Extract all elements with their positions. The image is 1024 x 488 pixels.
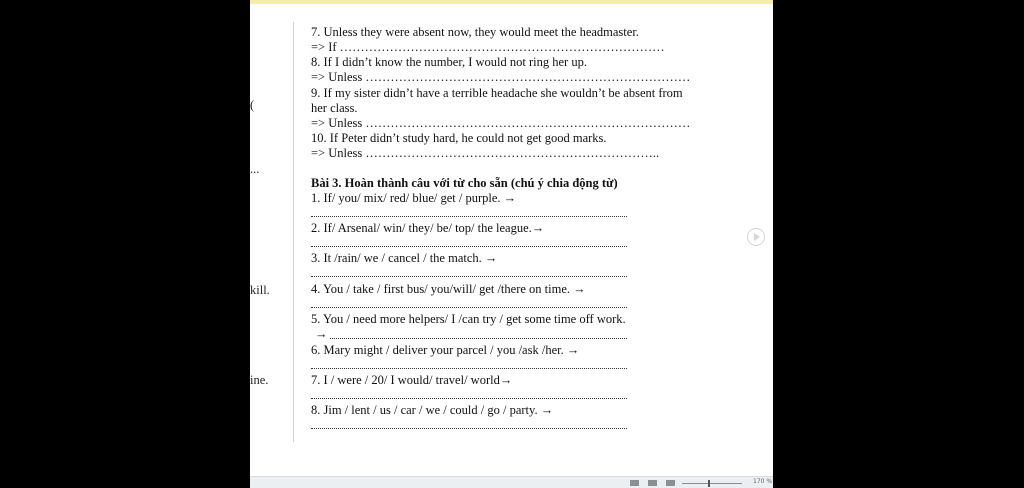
answer-line-7: => If …………………………………………………………………… bbox=[311, 40, 665, 54]
answer-line-10: => Unless …………………………………………………………….. bbox=[311, 146, 660, 160]
answer-dotted-line bbox=[311, 307, 627, 308]
exercise-item-4: 4. You / take / first bus/ you/will/ get /there on time. → bbox=[311, 282, 586, 296]
exercise-item-2: 2. If/ Arsenal/ win/ they/ be/ top/ the league.→ bbox=[311, 221, 545, 235]
margin-fragment: ... bbox=[250, 162, 260, 176]
sentence-10: 10. If Peter didn’t study hard, he could not get good marks. bbox=[311, 131, 607, 145]
answer-line-8: => Unless …………………………………………………………………… bbox=[311, 70, 691, 84]
arrow-icon: → bbox=[315, 327, 328, 341]
answer-dotted-line bbox=[330, 338, 627, 339]
status-bar bbox=[250, 476, 773, 488]
margin-fragment: ( bbox=[250, 98, 255, 112]
exercise-item-5: 5. You / need more helpers/ I /can try / get some time off work. bbox=[311, 312, 626, 326]
page-top-bar bbox=[250, 0, 773, 4]
sentence-9-cont: her class. bbox=[311, 101, 358, 115]
play-button-icon[interactable] bbox=[747, 228, 765, 246]
zoom-level[interactable]: 170 % bbox=[753, 478, 773, 485]
answer-dotted-line bbox=[311, 398, 627, 399]
sentence-9: 9. If my sister didn’t have a terrible headache she wouldn’t be absent from bbox=[311, 86, 683, 100]
zoom-slider-thumb[interactable] bbox=[708, 480, 710, 487]
answer-line-9: => Unless …………………………………………………………………… bbox=[311, 116, 691, 130]
read-mode-icon[interactable] bbox=[630, 480, 639, 486]
print-layout-icon[interactable] bbox=[648, 480, 657, 486]
answer-dotted-line bbox=[311, 428, 627, 429]
exercise-item-8: 8. Jim / lent / us / car / we / could / go / party. → bbox=[311, 403, 554, 417]
exercise-title: Bài 3. Hoàn thành câu với từ cho sẵn (chú ý chia động từ) bbox=[311, 176, 618, 190]
margin-fragment: ine. bbox=[250, 373, 269, 387]
exercise-item-1: 1. If/ you/ mix/ red/ blue/ get / purple. → bbox=[311, 191, 517, 205]
sentence-7: 7. Unless they were absent now, they would meet the headmaster. bbox=[311, 25, 639, 39]
margin-line bbox=[293, 22, 294, 442]
zoom-slider[interactable] bbox=[682, 483, 742, 484]
document-page bbox=[250, 0, 773, 488]
exercise-item-7: 7. I / were / 20/ I would/ travel/ world→ bbox=[311, 373, 513, 387]
answer-dotted-line bbox=[311, 368, 627, 369]
answer-dotted-line bbox=[311, 276, 627, 277]
web-layout-icon[interactable] bbox=[666, 480, 675, 486]
answer-dotted-line bbox=[311, 216, 627, 217]
sentence-8: 8. If I didn’t know the number, I would not ring her up. bbox=[311, 55, 587, 69]
exercise-item-6: 6. Mary might / deliver your parcel / you /ask /her. → bbox=[311, 343, 580, 357]
exercise-item-3: 3. It /rain/ we / cancel / the match. → bbox=[311, 251, 498, 265]
margin-fragment: kill. bbox=[250, 283, 270, 297]
answer-dotted-line bbox=[311, 246, 627, 247]
